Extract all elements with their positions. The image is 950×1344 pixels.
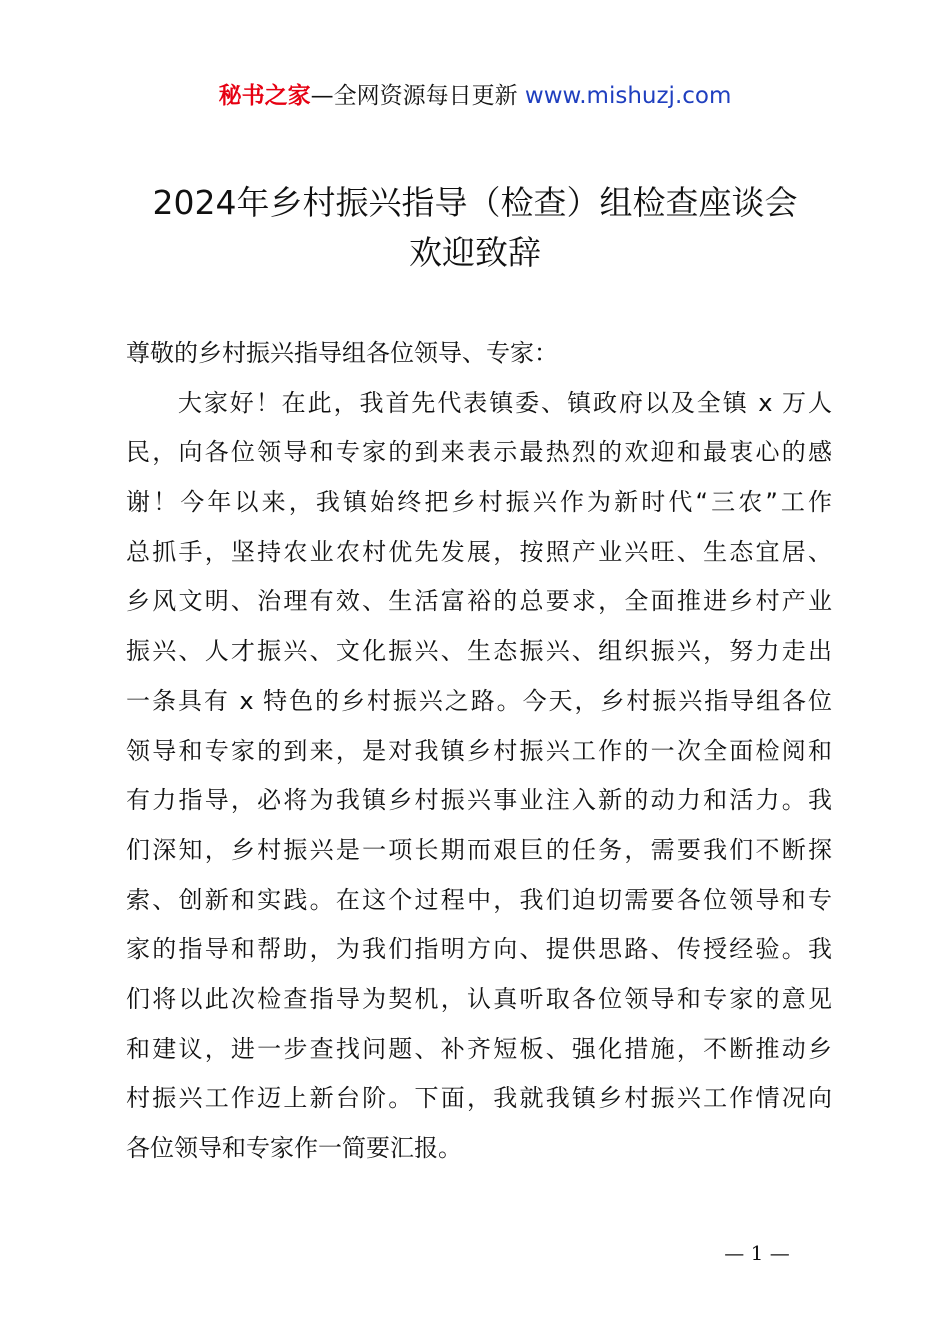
banner-tagline: —全网资源每日更新 xyxy=(310,83,518,109)
body-line: 各位领导和专家作一简要汇报。 xyxy=(126,1134,462,1162)
body-line: 们将以此次检查指导为契机，认真听取各位领导和专家的意见 xyxy=(126,984,832,1013)
title-line-2: 欢迎致辞 xyxy=(409,233,541,272)
body-line: 谢！今年以来，我镇始终把乡村振兴作为新时代“三农”工作 xyxy=(126,488,832,517)
body-line: 民，向各位领导和专家的到来表示最热烈的欢迎和最衷心的感 xyxy=(126,438,832,467)
body-line: 振兴、人才振兴、文化振兴、生态振兴、组织振兴，努力走出 xyxy=(126,637,832,666)
title-line-1: 2024年乡村振兴指导（检查）组检查座谈会 xyxy=(152,183,798,222)
salutation: 尊敬的乡村振兴指导组各位领导、专家： xyxy=(126,339,558,367)
body-line: 大家好！在此，我首先代表镇委、镇政府以及全镇 x 万人 xyxy=(126,388,832,417)
body-line: 家的指导和帮助，为我们指明方向、提供思路、传授经验。我 xyxy=(126,935,832,964)
body-line: 们深知，乡村振兴是一项长期而艰巨的任务，需要我们不断探 xyxy=(126,835,832,864)
body-line: 有力指导，必将为我镇乡村振兴事业注入新的动力和活力。我 xyxy=(126,786,832,815)
page-number: — 1 — xyxy=(724,1241,790,1265)
body-line: 索、创新和实践。在这个过程中，我们迫切需要各位领导和专 xyxy=(126,885,832,914)
document-body xyxy=(126,329,832,1174)
body-line: 村振兴工作迈上新台阶。下面，我就我镇乡村振兴工作情况向 xyxy=(126,1084,832,1113)
body-line: 乡风文明、治理有效、生活富裕的总要求，全面推进乡村产业 xyxy=(126,587,832,616)
site-banner xyxy=(0,80,950,112)
site-url-link[interactable]: www.mishuzj.com xyxy=(524,83,732,109)
body-line: 一条具有 x 特色的乡村振兴之路。今天，乡村振兴指导组各位 xyxy=(126,686,832,715)
body-line: 领导和专家的到来，是对我镇乡村振兴工作的一次全面检阅和 xyxy=(126,736,832,765)
brand-name: 秘书之家 xyxy=(218,83,311,109)
body-line: 和建议，进一步查找问题、补齐短板、强化措施，不断推动乡 xyxy=(126,1034,832,1063)
document-title xyxy=(0,178,950,278)
body-line: 总抓手，坚持农业农村优先发展，按照产业兴旺、生态宜居、 xyxy=(126,537,832,566)
